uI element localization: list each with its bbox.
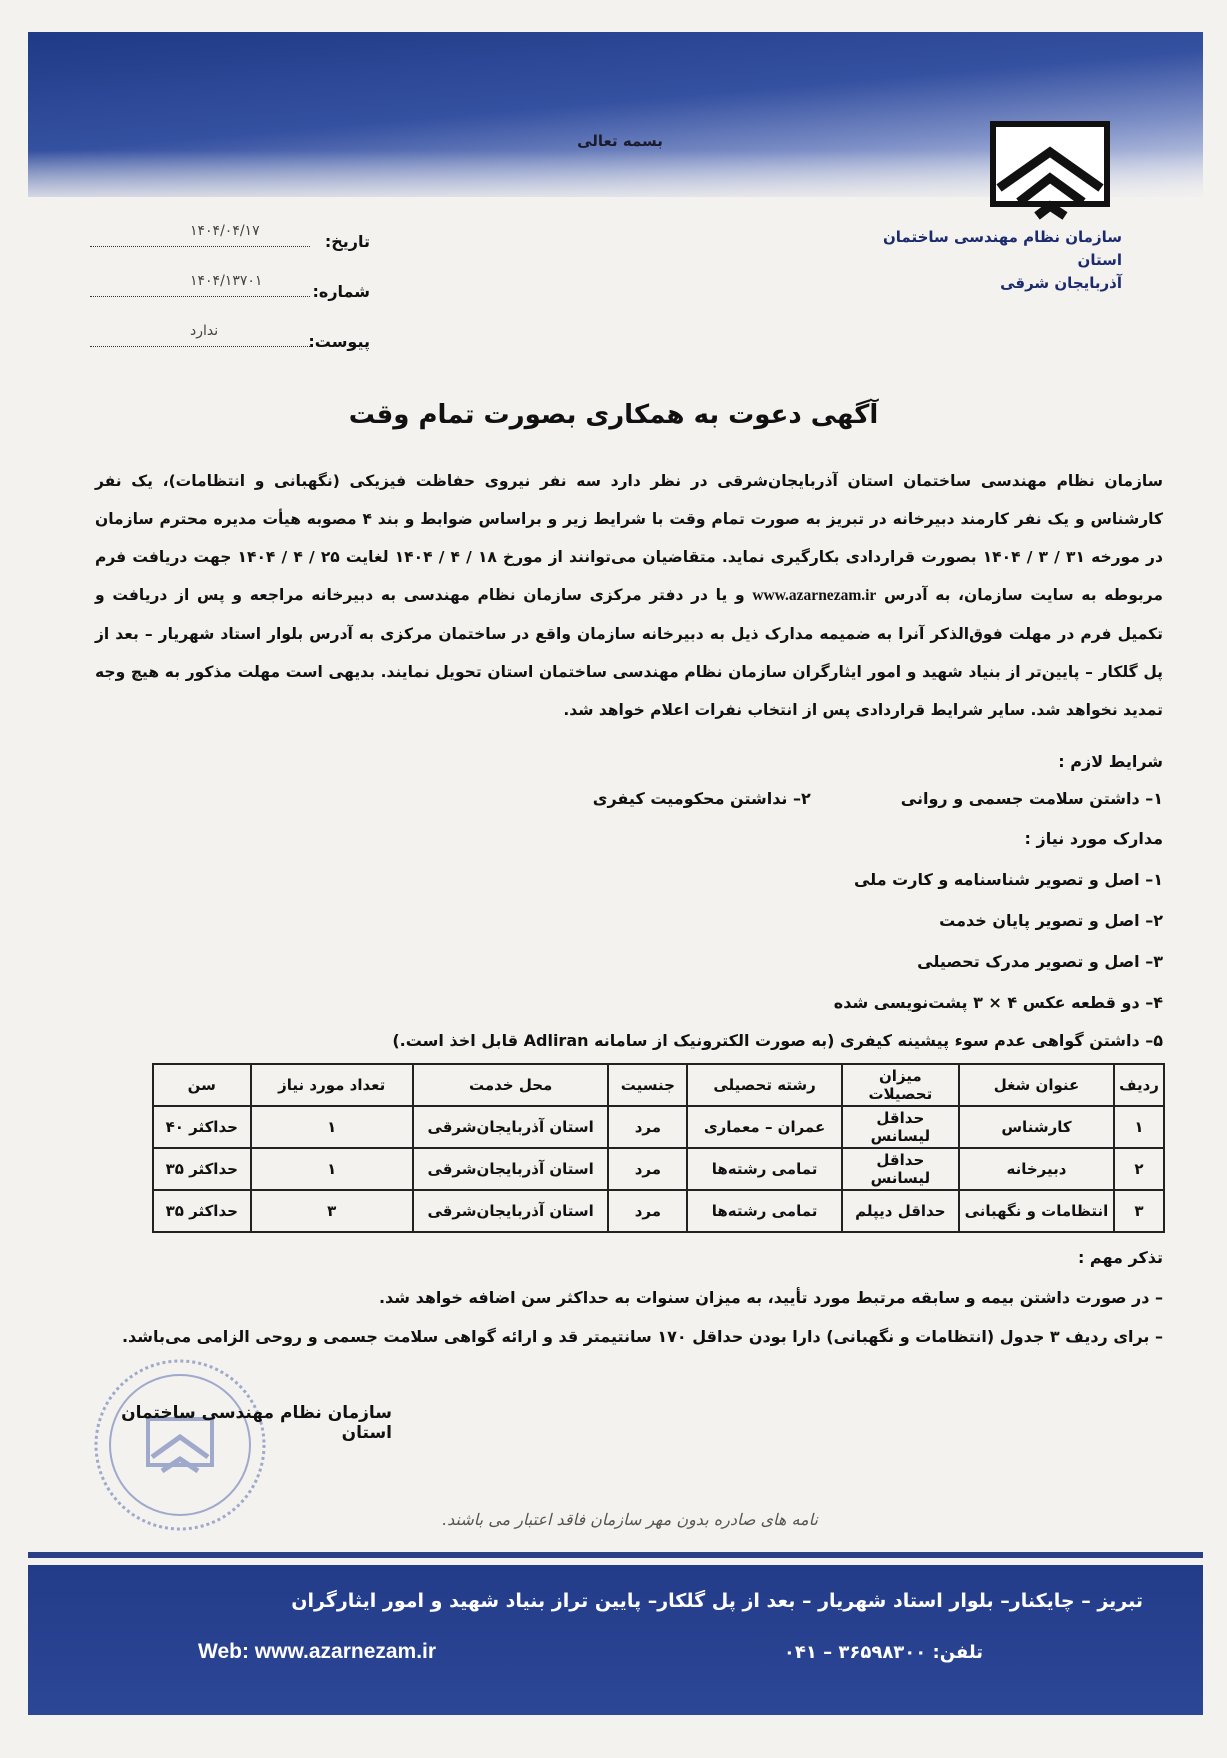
footer-phone: تلفن: ۳۶۵۹۸۳۰۰ – ۰۴۱ <box>783 1642 983 1663</box>
notes-heading: تذکر مهم : <box>1077 1248 1163 1267</box>
table-cell: ۱ <box>1114 1106 1164 1148</box>
table-header-cell: میزان تحصیلات <box>842 1064 959 1106</box>
date-label: تاریخ: <box>324 232 370 251</box>
document-item: ۵– داشتن گواهی عدم سوء پیشینه کیفری (به صورت الکترونیک از سامانه Adliran قابل اخذ است.) <box>392 1031 1163 1050</box>
table-cell: انتظامات و نگهبانی <box>959 1190 1114 1232</box>
table-cell: حداقل دیپلم <box>842 1190 959 1232</box>
table-header-cell: سن <box>153 1064 251 1106</box>
document-item: ۴– دو قطعه عکس ۴ × ۳ پشت‌نویسی شده <box>833 993 1163 1012</box>
date-row <box>80 205 380 255</box>
house-roof-logo-icon <box>985 118 1115 226</box>
number-label: شماره: <box>312 282 370 301</box>
table-header-cell: رشته تحصیلی <box>687 1064 841 1106</box>
footer-web-link[interactable]: Web: www.azarnezam.ir <box>198 1640 437 1663</box>
letter-meta <box>80 205 380 355</box>
requirement-item: ۲– نداشتن محکومیت کیفری <box>592 789 811 808</box>
table-header-cell: عنوان شغل <box>959 1064 1114 1106</box>
disclaimer: نامه های صادره بدون مهر سازمان فاقد اعتبار می باشند. <box>442 1510 818 1529</box>
table-cell: حداقل لیسانس <box>842 1106 959 1148</box>
footer-band <box>28 1565 1203 1715</box>
table-header-row <box>153 1064 1164 1106</box>
note-item: – در صورت داشتن بیمه و سابقه مرتبط مورد تأیید، به میزان سنوات به حداکثر سن اضافه خواهد شد. <box>378 1288 1163 1307</box>
table-row <box>153 1190 1164 1232</box>
table-cell: مرد <box>608 1190 687 1232</box>
date-value: ۱۴۰۴/۰۴/۱۷ <box>190 223 260 239</box>
divider <box>28 1552 1203 1558</box>
table-cell: مرد <box>608 1148 687 1190</box>
table-cell: ۳ <box>1114 1190 1164 1232</box>
documents-heading: مدارک مورد نیاز : <box>1024 829 1163 848</box>
table-cell: حداکثر ۳۵ <box>153 1148 251 1190</box>
table-cell: تمامی رشته‌ها <box>687 1148 841 1190</box>
table-cell: ۱ <box>251 1106 413 1148</box>
document-item: ۲– اصل و تصویر پایان خدمت <box>939 911 1163 930</box>
page-title: آگهی دعوت به همکاری بصورت تمام وقت <box>348 400 879 430</box>
document-item: ۱– اصل و تصویر شناسنامه و کارت ملی <box>853 870 1163 889</box>
attachment-row <box>80 305 380 355</box>
requirement-item: ۱– داشتن سلامت جسمی و روانی <box>900 789 1163 808</box>
requirements-list <box>463 789 1163 808</box>
table-row <box>153 1148 1164 1190</box>
requirements-heading: شرایط لازم : <box>1058 752 1163 771</box>
number-row <box>80 255 380 305</box>
table-cell: ۱ <box>251 1148 413 1190</box>
seal-stamp-icon <box>90 1355 270 1535</box>
table-cell: ۲ <box>1114 1148 1164 1190</box>
table-cell: عمران – معماری <box>687 1106 841 1148</box>
jobs-table <box>152 1063 1165 1233</box>
table-header-cell: تعداد مورد نیاز <box>251 1064 413 1106</box>
table-cell: استان آذربایجان‌شرقی <box>413 1148 608 1190</box>
table-cell: ۳ <box>251 1190 413 1232</box>
table-header-cell: ردیف <box>1114 1064 1164 1106</box>
attachment-value: ندارد <box>190 323 219 339</box>
signature-line: سازمان نظام مهندسی ساختمان استان <box>121 1403 392 1443</box>
org-name: سازمان نظام مهندسی ساختمان استان آذربایجان شرقی <box>883 228 1122 292</box>
number-value: ۱۴۰۴/۱۳۷۰۱ <box>190 273 263 289</box>
note-item: – برای ردیف ۳ جدول (انتظامات و نگهبانی) دارا بودن حداقل ۱۷۰ سانتیمتر قد و ارائه گواهی سلامت جسمی و روحی الزامی می‌باشد. <box>121 1327 1163 1346</box>
table-cell: حداکثر ۳۵ <box>153 1190 251 1232</box>
table-header-cell: جنسیت <box>608 1064 687 1106</box>
site-link[interactable]: www.azarnezam.ir <box>752 587 877 604</box>
document-item: ۳– اصل و تصویر مدرک تحصیلی <box>917 952 1163 971</box>
attachment-label: پیوست: <box>308 332 370 351</box>
table-cell: استان آذربایجان‌شرقی <box>413 1106 608 1148</box>
table-cell: کارشناس <box>959 1106 1114 1148</box>
table-cell: استان آذربایجان‌شرقی <box>413 1190 608 1232</box>
table-cell: مرد <box>608 1106 687 1148</box>
table-cell: حداقل لیسانس <box>842 1148 959 1190</box>
footer-address: تبریز – چایکنار– بلوار استاد شهریار – بعد از پل گلکار– پایین تراز بنیاد شهید و امور ایثارگران <box>291 1590 1143 1612</box>
table-cell: حداکثر ۴۰ <box>153 1106 251 1148</box>
table-cell: دبیرخانه <box>959 1148 1114 1190</box>
table-cell: تمامی رشته‌ها <box>687 1190 841 1232</box>
body-paragraph: سازمان نظام مهندسی ساختمان استان آذربایجان‌شرقی در نظر دارد سه نفر نیروی حفاظت فیزیکی (نگهبانی و انتظامات)، یک نفر کارشناس و یک نفر کارمند دبیرخانه در تبریز به صورت تمام وقت با شرایط زیر و براساس ضوابط و بند ۴ مصوبه هیأت مدیره محترم سازمان در مورخه ۳۱ / ۳ / ۱۴۰۴ بصورت قراردادی بکارگیری نماید. متقاضیان می‌توانند از مورخ ۱۸ / ۴ / ۱۴۰۴ لغایت ۲۵ / ۴ / ۱۴۰۴ جهت دریافت فرم مربوطه به سایت سازمان، به آدرس www.azarnezam.ir و یا در دفتر مرکزی سازمان نظام مهندسی به دبیرخانه مراجعه و پس از دریافت و تکمیل فرم در مهلت فوق‌الذکر آنرا به ضمیمه مدارک ذیل به دبیرخانه سازمان واقع در ساختمان مرکزی به آدرس بلوار استاد شهریار – بعد از پل گلکار – پایین‌تر از بنیاد شهید و امور ایثارگران سازمان نظام مهندسی ساختمان استان تحویل نمایند. بدیهی است مهلت مذکور به هیچ وجه تمدید نخواهد شد. سایر شرایط قراردادی پس از انتخاب نفرات اعلام خواهد شد. <box>95 472 1163 719</box>
table-header-cell: محل خدمت <box>413 1064 608 1106</box>
basmala: بسمه تعالی <box>577 132 663 150</box>
table-row <box>153 1106 1164 1148</box>
